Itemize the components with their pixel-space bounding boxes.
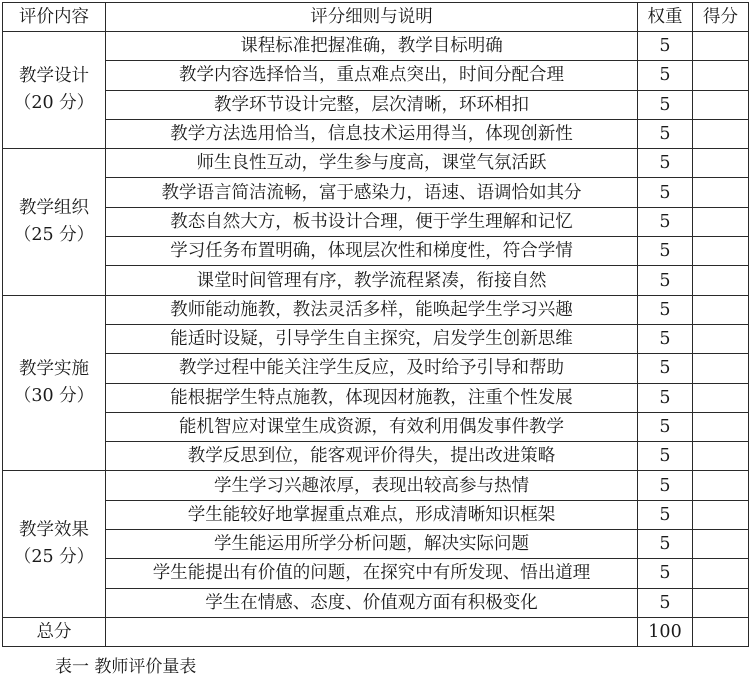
criterion-cell: 学生能较好地掌握重点难点，形成清晰知识框架 bbox=[106, 500, 638, 529]
category-name: 教学组织 bbox=[19, 197, 89, 218]
weight-cell: 5 bbox=[638, 324, 693, 353]
category-points: （30 分） bbox=[13, 386, 95, 407]
score-cell bbox=[693, 178, 749, 207]
header-cell: 评价内容 bbox=[3, 3, 106, 32]
weight-cell: 5 bbox=[638, 266, 693, 295]
score-cell bbox=[693, 588, 749, 617]
score-cell bbox=[693, 383, 749, 412]
table-row bbox=[3, 295, 749, 324]
score-cell bbox=[693, 500, 749, 529]
criterion-cell: 学生能运用所学分析问题，解决实际问题 bbox=[106, 530, 638, 559]
table-body bbox=[3, 32, 749, 647]
category-points: （20 分） bbox=[13, 93, 95, 114]
criterion-cell: 课程标准把握准确，教学目标明确 bbox=[106, 32, 638, 61]
weight-cell: 5 bbox=[638, 149, 693, 178]
total-label-cell: 总分 bbox=[3, 617, 106, 646]
table-row bbox=[3, 588, 749, 617]
category-name: 教学实施 bbox=[19, 359, 89, 380]
table-caption: 表一 教师评价量表 bbox=[55, 657, 197, 677]
weight-cell: 5 bbox=[638, 119, 693, 148]
table-row bbox=[3, 266, 749, 295]
criterion-cell: 教态自然大方，板书设计合理，便于学生理解和记忆 bbox=[106, 207, 638, 236]
criterion-cell: 教学语言简洁流畅，富于感染力，语速、语调恰如其分 bbox=[106, 178, 638, 207]
table-row bbox=[3, 559, 749, 588]
criterion-cell: 教学内容选择恰当，重点难点突出，时间分配合理 bbox=[106, 61, 638, 90]
total-text-cell bbox=[106, 617, 638, 646]
score-cell bbox=[693, 207, 749, 236]
weight-cell: 5 bbox=[638, 559, 693, 588]
table-row bbox=[3, 237, 749, 266]
table-row bbox=[3, 149, 749, 178]
category-points: （25 分） bbox=[13, 547, 95, 568]
total-row bbox=[3, 617, 749, 646]
table-row bbox=[3, 530, 749, 559]
score-cell bbox=[693, 266, 749, 295]
criterion-cell: 能机智应对课堂生成资源，有效利用偶发事件教学 bbox=[106, 412, 638, 441]
weight-cell: 5 bbox=[638, 588, 693, 617]
score-cell bbox=[693, 32, 749, 61]
weight-cell: 5 bbox=[638, 383, 693, 412]
score-cell bbox=[693, 412, 749, 441]
category-cell bbox=[3, 295, 106, 471]
score-cell bbox=[693, 559, 749, 588]
table-row bbox=[3, 32, 749, 61]
weight-cell: 5 bbox=[638, 442, 693, 471]
criterion-cell: 教学反思到位，能客观评价得失，提出改进策略 bbox=[106, 442, 638, 471]
weight-cell: 5 bbox=[638, 178, 693, 207]
criterion-cell: 能根据学生特点施教，体现因材施教，注重个性发展 bbox=[106, 383, 638, 412]
teacher-evaluation-table bbox=[2, 2, 749, 647]
category-cell bbox=[3, 32, 106, 149]
table-row bbox=[3, 442, 749, 471]
table-row bbox=[3, 119, 749, 148]
score-cell bbox=[693, 324, 749, 353]
criterion-cell: 教师能动施教，教法灵活多样，能唤起学生学习兴趣 bbox=[106, 295, 638, 324]
table-row bbox=[3, 412, 749, 441]
table-row bbox=[3, 383, 749, 412]
criterion-cell: 学习任务布置明确，体现层次性和梯度性，符合学情 bbox=[106, 237, 638, 266]
criterion-cell: 学生能提出有价值的问题，在探究中有所发现、悟出道理 bbox=[106, 559, 638, 588]
score-cell bbox=[693, 530, 749, 559]
table-row bbox=[3, 324, 749, 353]
weight-cell: 5 bbox=[638, 237, 693, 266]
weight-cell: 5 bbox=[638, 354, 693, 383]
table-row bbox=[3, 471, 749, 500]
score-cell bbox=[693, 295, 749, 324]
criterion-cell: 课堂时间管理有序，教学流程紧凑，衔接自然 bbox=[106, 266, 638, 295]
score-cell bbox=[693, 354, 749, 383]
category-points: （25 分） bbox=[13, 224, 95, 245]
weight-cell: 5 bbox=[638, 500, 693, 529]
table-row bbox=[3, 61, 749, 90]
category-cell bbox=[3, 471, 106, 617]
weight-cell: 5 bbox=[638, 207, 693, 236]
score-cell bbox=[693, 442, 749, 471]
score-cell bbox=[693, 237, 749, 266]
weight-cell: 5 bbox=[638, 32, 693, 61]
weight-cell: 5 bbox=[638, 61, 693, 90]
category-cell bbox=[3, 149, 106, 295]
table-row bbox=[3, 178, 749, 207]
header-row bbox=[3, 3, 749, 32]
header-cell: 评分细则与说明 bbox=[106, 3, 638, 32]
score-cell bbox=[693, 90, 749, 119]
header-cell: 权重 bbox=[638, 3, 693, 32]
category-name: 教学效果 bbox=[19, 520, 89, 541]
criterion-cell: 学生学习兴趣浓厚，表现出较高参与热情 bbox=[106, 471, 638, 500]
total-score-cell bbox=[693, 617, 749, 646]
criterion-cell: 教学方法选用恰当，信息技术运用得当，体现创新性 bbox=[106, 119, 638, 148]
criterion-cell: 师生良性互动，学生参与度高，课堂气氛活跃 bbox=[106, 149, 638, 178]
criterion-cell: 教学过程中能关注学生反应，及时给予引导和帮助 bbox=[106, 354, 638, 383]
weight-cell: 5 bbox=[638, 412, 693, 441]
table-row bbox=[3, 90, 749, 119]
criterion-cell: 教学环节设计完整，层次清晰，环环相扣 bbox=[106, 90, 638, 119]
category-name: 教学设计 bbox=[19, 66, 89, 87]
weight-cell: 5 bbox=[638, 471, 693, 500]
score-cell bbox=[693, 149, 749, 178]
score-cell bbox=[693, 119, 749, 148]
weight-cell: 5 bbox=[638, 90, 693, 119]
weight-cell: 5 bbox=[638, 295, 693, 324]
total-weight-cell: 100 bbox=[638, 617, 693, 646]
score-cell bbox=[693, 61, 749, 90]
header-cell: 得分 bbox=[693, 3, 749, 32]
score-cell bbox=[693, 471, 749, 500]
table-row bbox=[3, 354, 749, 383]
weight-cell: 5 bbox=[638, 530, 693, 559]
criterion-cell: 能适时设疑，引导学生自主探究，启发学生创新思维 bbox=[106, 324, 638, 353]
table-row bbox=[3, 207, 749, 236]
table-row bbox=[3, 500, 749, 529]
criterion-cell: 学生在情感、态度、价值观方面有积极变化 bbox=[106, 588, 638, 617]
